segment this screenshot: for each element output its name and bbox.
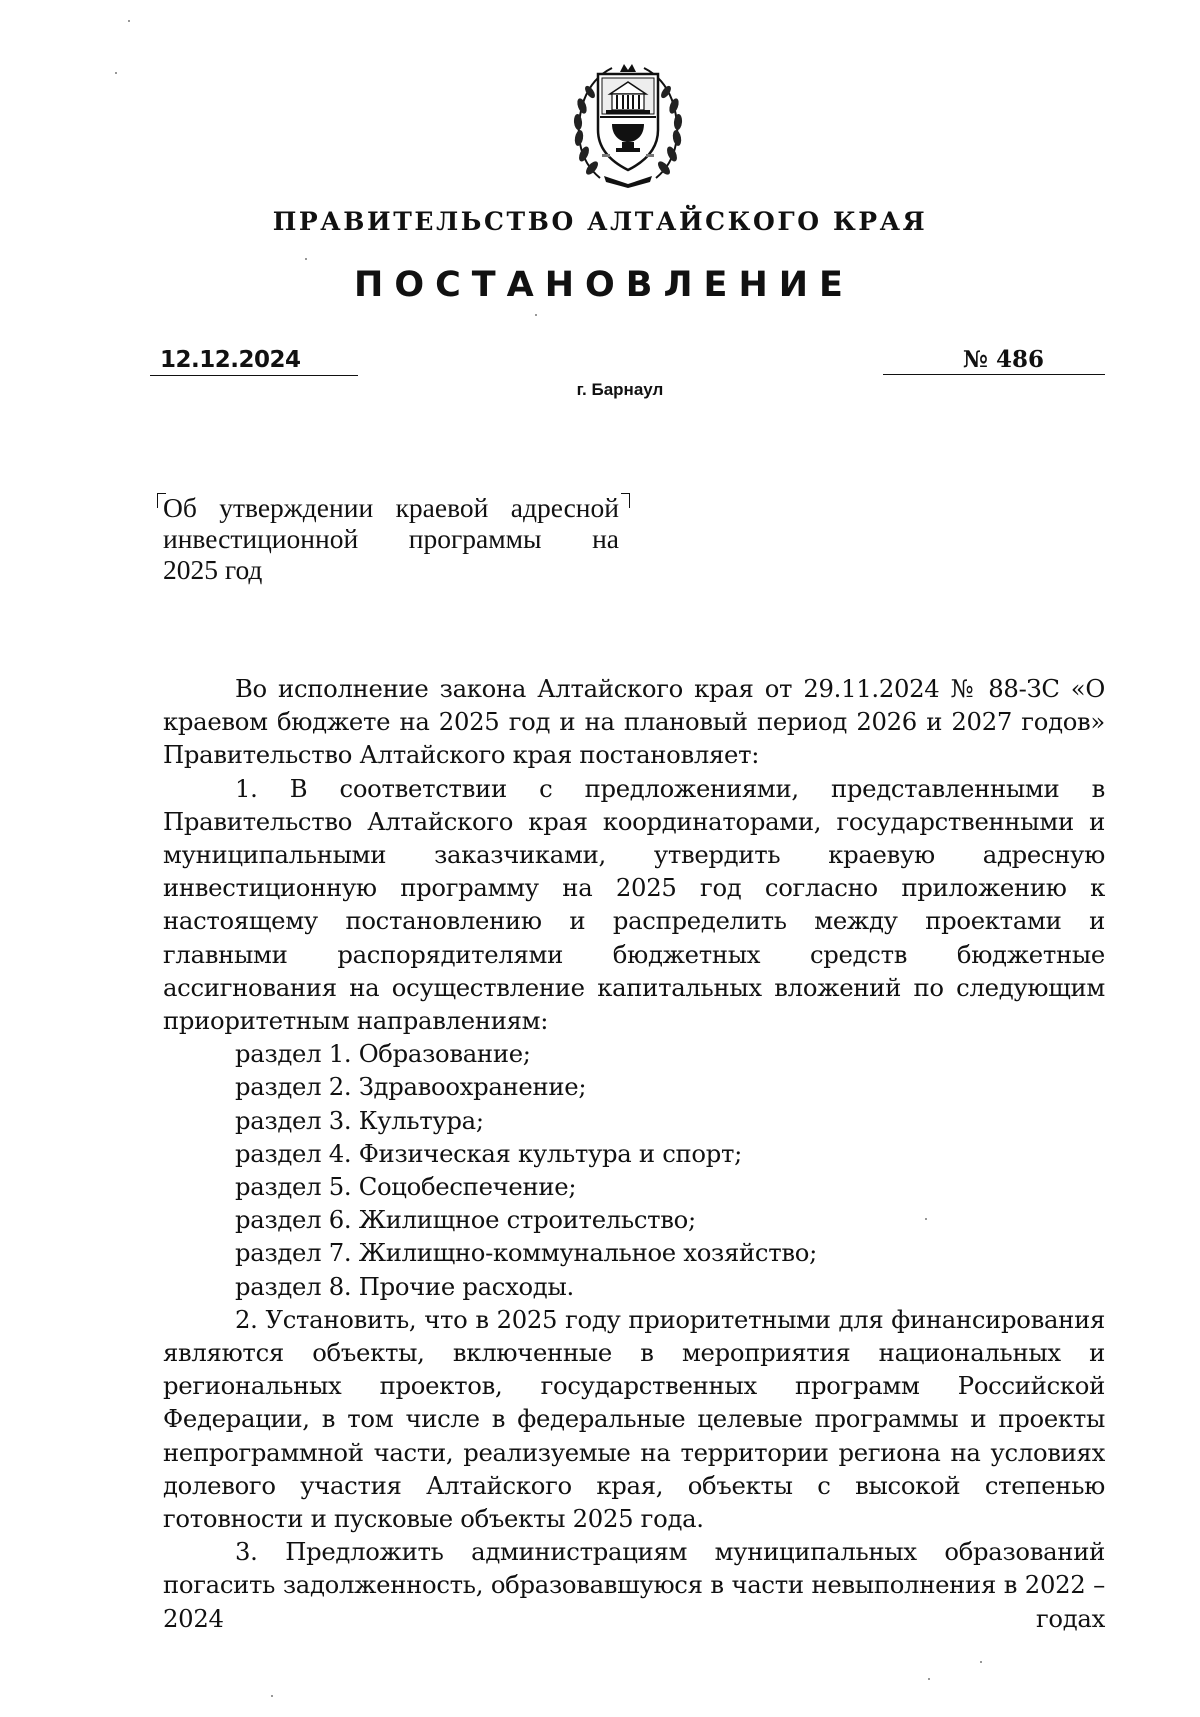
- scan-speck: [271, 1695, 273, 1697]
- scan-speck: [928, 1678, 930, 1680]
- section-list-item: раздел 3. Культура;: [235, 1105, 484, 1135]
- body-paragraph-item-3: 3. Предложить администрациям муниципальных образований погасить задолженность, образовавшуюся в части невыполнения в 2022 – 2024 годах: [163, 1537, 1105, 1633]
- scan-speck: [128, 20, 130, 22]
- document-type-title: ПОСТАНОВЛЕНИЕ: [354, 265, 854, 305]
- city-label: г. Барнаул: [576, 380, 664, 399]
- body-paragraph-item-2: 2. Установить, что в 2025 году приоритетными для финансирования являются объекты, включенные в мероприятия национальных и региональных проектов, государственных программ Российской Федерации, в том числе в федеральные целевые программы и проекты непрограммной части, реализуемые на территории региона на условиях долевого участия Алтайского края, объекты с высокой степенью готовности и пусковые объекты 2025 года.: [163, 1304, 1105, 1534]
- date-underline: [150, 375, 358, 376]
- section-list-item: раздел 2. Здравоохранение;: [235, 1072, 587, 1102]
- scan-speck: [115, 72, 117, 74]
- government-title: ПРАВИТЕЛЬСТВО АЛТАЙСКОГО КРАЯ: [272, 207, 928, 236]
- number-underline: [883, 374, 1105, 375]
- document-body: [163, 672, 1105, 1635]
- scan-speck: [535, 314, 537, 316]
- subject-line: 2025 год: [163, 554, 263, 585]
- document-number: № 486: [963, 346, 1045, 373]
- coat-of-arms-emblem: [570, 60, 686, 188]
- section-list-item: раздел 5. Соцобеспечение;: [235, 1172, 577, 1202]
- subject-bracket-right: [621, 493, 630, 508]
- subject-line: Об утверждении краевой адресной: [163, 492, 619, 523]
- section-list-item: раздел 4. Физическая культура и спорт;: [235, 1138, 743, 1168]
- body-paragraph-item-1: 1. В соответствии с предложениями, представленными в Правительство Алтайского края координаторами, государственными и муниципальными заказчиками, утвердить краевую адресную инвестиционную программу на 2025 год согласно приложению к настоящему постановлению и распределить между проектами и главными распорядителями бюджетных средств бюджетные ассигнования на осуществление капитальных вложений по следующим приоритетным направлениям:: [163, 773, 1105, 1036]
- document-subject: [163, 492, 619, 585]
- scan-speck: [980, 1661, 982, 1663]
- scan-speck: [305, 258, 307, 260]
- section-list-item: раздел 1. Образование;: [235, 1039, 531, 1069]
- document-date: 12.12.2024: [160, 347, 301, 373]
- section-list-item: раздел 7. Жилищно-коммунальное хозяйство;: [235, 1238, 817, 1268]
- section-list-item: раздел 6. Жилищное строительство;: [235, 1205, 696, 1235]
- scan-speck: [925, 1218, 927, 1220]
- body-paragraph-preamble: Во исполнение закона Алтайского края от 29.11.2024 № 88-ЗС «О краевом бюджете на 2025 год и на плановый период 2026 и 2027 годов» Правительство Алтайского края постановляет:: [163, 674, 1105, 770]
- subject-line: инвестиционной программы на: [163, 523, 619, 554]
- section-list-item: раздел 8. Прочие расходы.: [235, 1271, 574, 1301]
